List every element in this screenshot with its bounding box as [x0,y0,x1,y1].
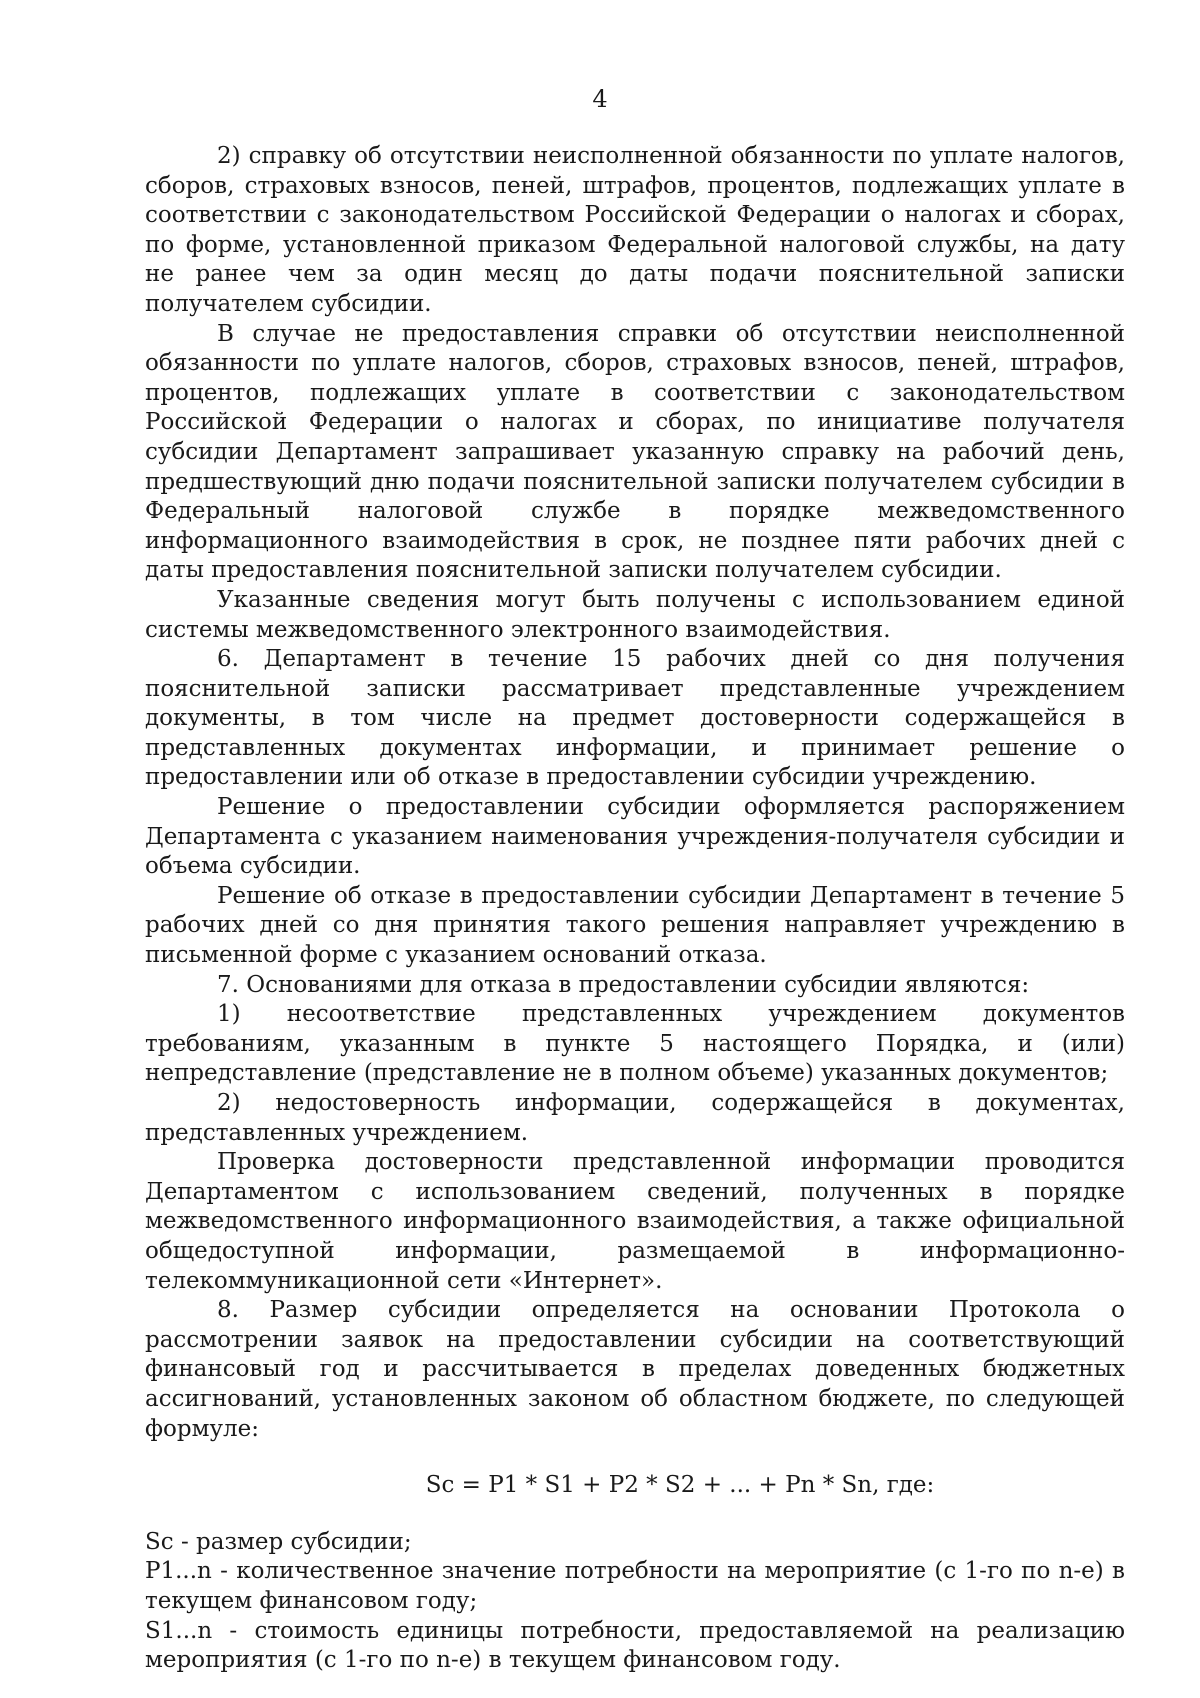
paragraph-item-6: 6. Департамент в течение 15 рабочих дней со дня получения пояснительной записки рассматривает представленные учреждением документы, в том числе на предмет достоверности содержащейся в представленных документах информации, и принимает решение о предоставлении или об отказе в предоставлении субсидии учреждению. [145,646,1125,791]
definition-sc: Sc - размер субсидии; [145,1528,412,1555]
paragraph-verification: Проверка достоверности представленной информации проводится Департаментом с использованием сведений, полученных в порядке межведомственного информационного взаимодействия, а также официальной общедоступной информации, размещаемой в информационно-телекоммуникационной сети «Интернет». [145,1149,1125,1294]
definition-p: P1...n - количественное значение потребности на мероприятие (с 1-го по n-е) в текущем финансовом году; [145,1558,1125,1614]
document-body [145,142,1125,1676]
paragraph-certificate-request: В случае не предоставления справки об отсутствии неисполненной обязанности по уплате налогов, сборов, страховых взносов, пеней, штрафов, процентов, подлежащих уплате в соответствии с законодательством Российской Федерации о налогах и сборах, по инициативе получателя субсидии Департамент запрашивает указанную справку на рабочий день, предшествующий дню подачи пояснительной записки получателем субсидии в Федеральный налоговой службе в порядке межведомственного информационного взаимодействия в срок, не позднее пяти рабочих дней с даты предоставления пояснительной записки получателем субсидии. [145,320,1125,584]
definition-s: S1...n - стоимость единицы потребности, предоставляемой на реализацию мероприятия (с 1-го по n-е) в текущем финансовом году. [145,1617,1125,1674]
paragraph-item-7: 7. Основаниями для отказа в предоставлении субсидии являются: [217,971,1030,998]
paragraph-item-8: 8. Размер субсидии определяется на основании Протокола о рассмотрении заявок на предоставлении субсидии на соответствующий финансовый год и рассчитывается в пределах доведенных бюджетных ассигнований, установленных законом об областном бюджете, по следующей формуле: [145,1297,1125,1442]
paragraph-refusal-reason-2: 2) недостоверность информации, содержащейся в документах, представленных учреждением. [145,1090,1125,1146]
paragraph-decision-refusal: Решение об отказе в предоставлении субсидии Департамент в течение 5 рабочих дней со дня принятия такого решения направляет учреждению в письменной форме с указанием оснований отказа. [145,882,1125,969]
page-number: 4 [592,85,608,113]
paragraph-tax-certificate: 2) справку об отсутствии неисполненной обязанности по уплате налогов, сборов, страховых взносов, пеней, штрафов, процентов, подлежащих уплате в соответствии с законодательством Российской Федерации о налогах и сборах, по форме, установленной приказом Федеральной налоговой службы, на дату не ранее чем за один месяц до даты подачи пояснительной записки получателем субсидии. [145,143,1125,317]
paragraph-decision-grant: Решение о предоставлении субсидии оформляется распоряжением Департамента с указанием наименования учреждения-получателя субсидии и объема субсидии. [145,794,1125,880]
paragraph-interagency-system: Указанные сведения могут быть получены с использованием единой системы межведомственного электронного взаимодействия. [145,586,1125,643]
paragraph-refusal-reason-1: 1) несоответствие представленных учреждением документов требованиям, указанным в пункте 5 настоящего Порядка, и (или) непредставление (представление не в полном объеме) указанных документов; [145,1001,1125,1087]
subsidy-formula: Sc = P1 * S1 + P2 * S2 + ... + Pn * Sn, где: [425,1472,935,1499]
